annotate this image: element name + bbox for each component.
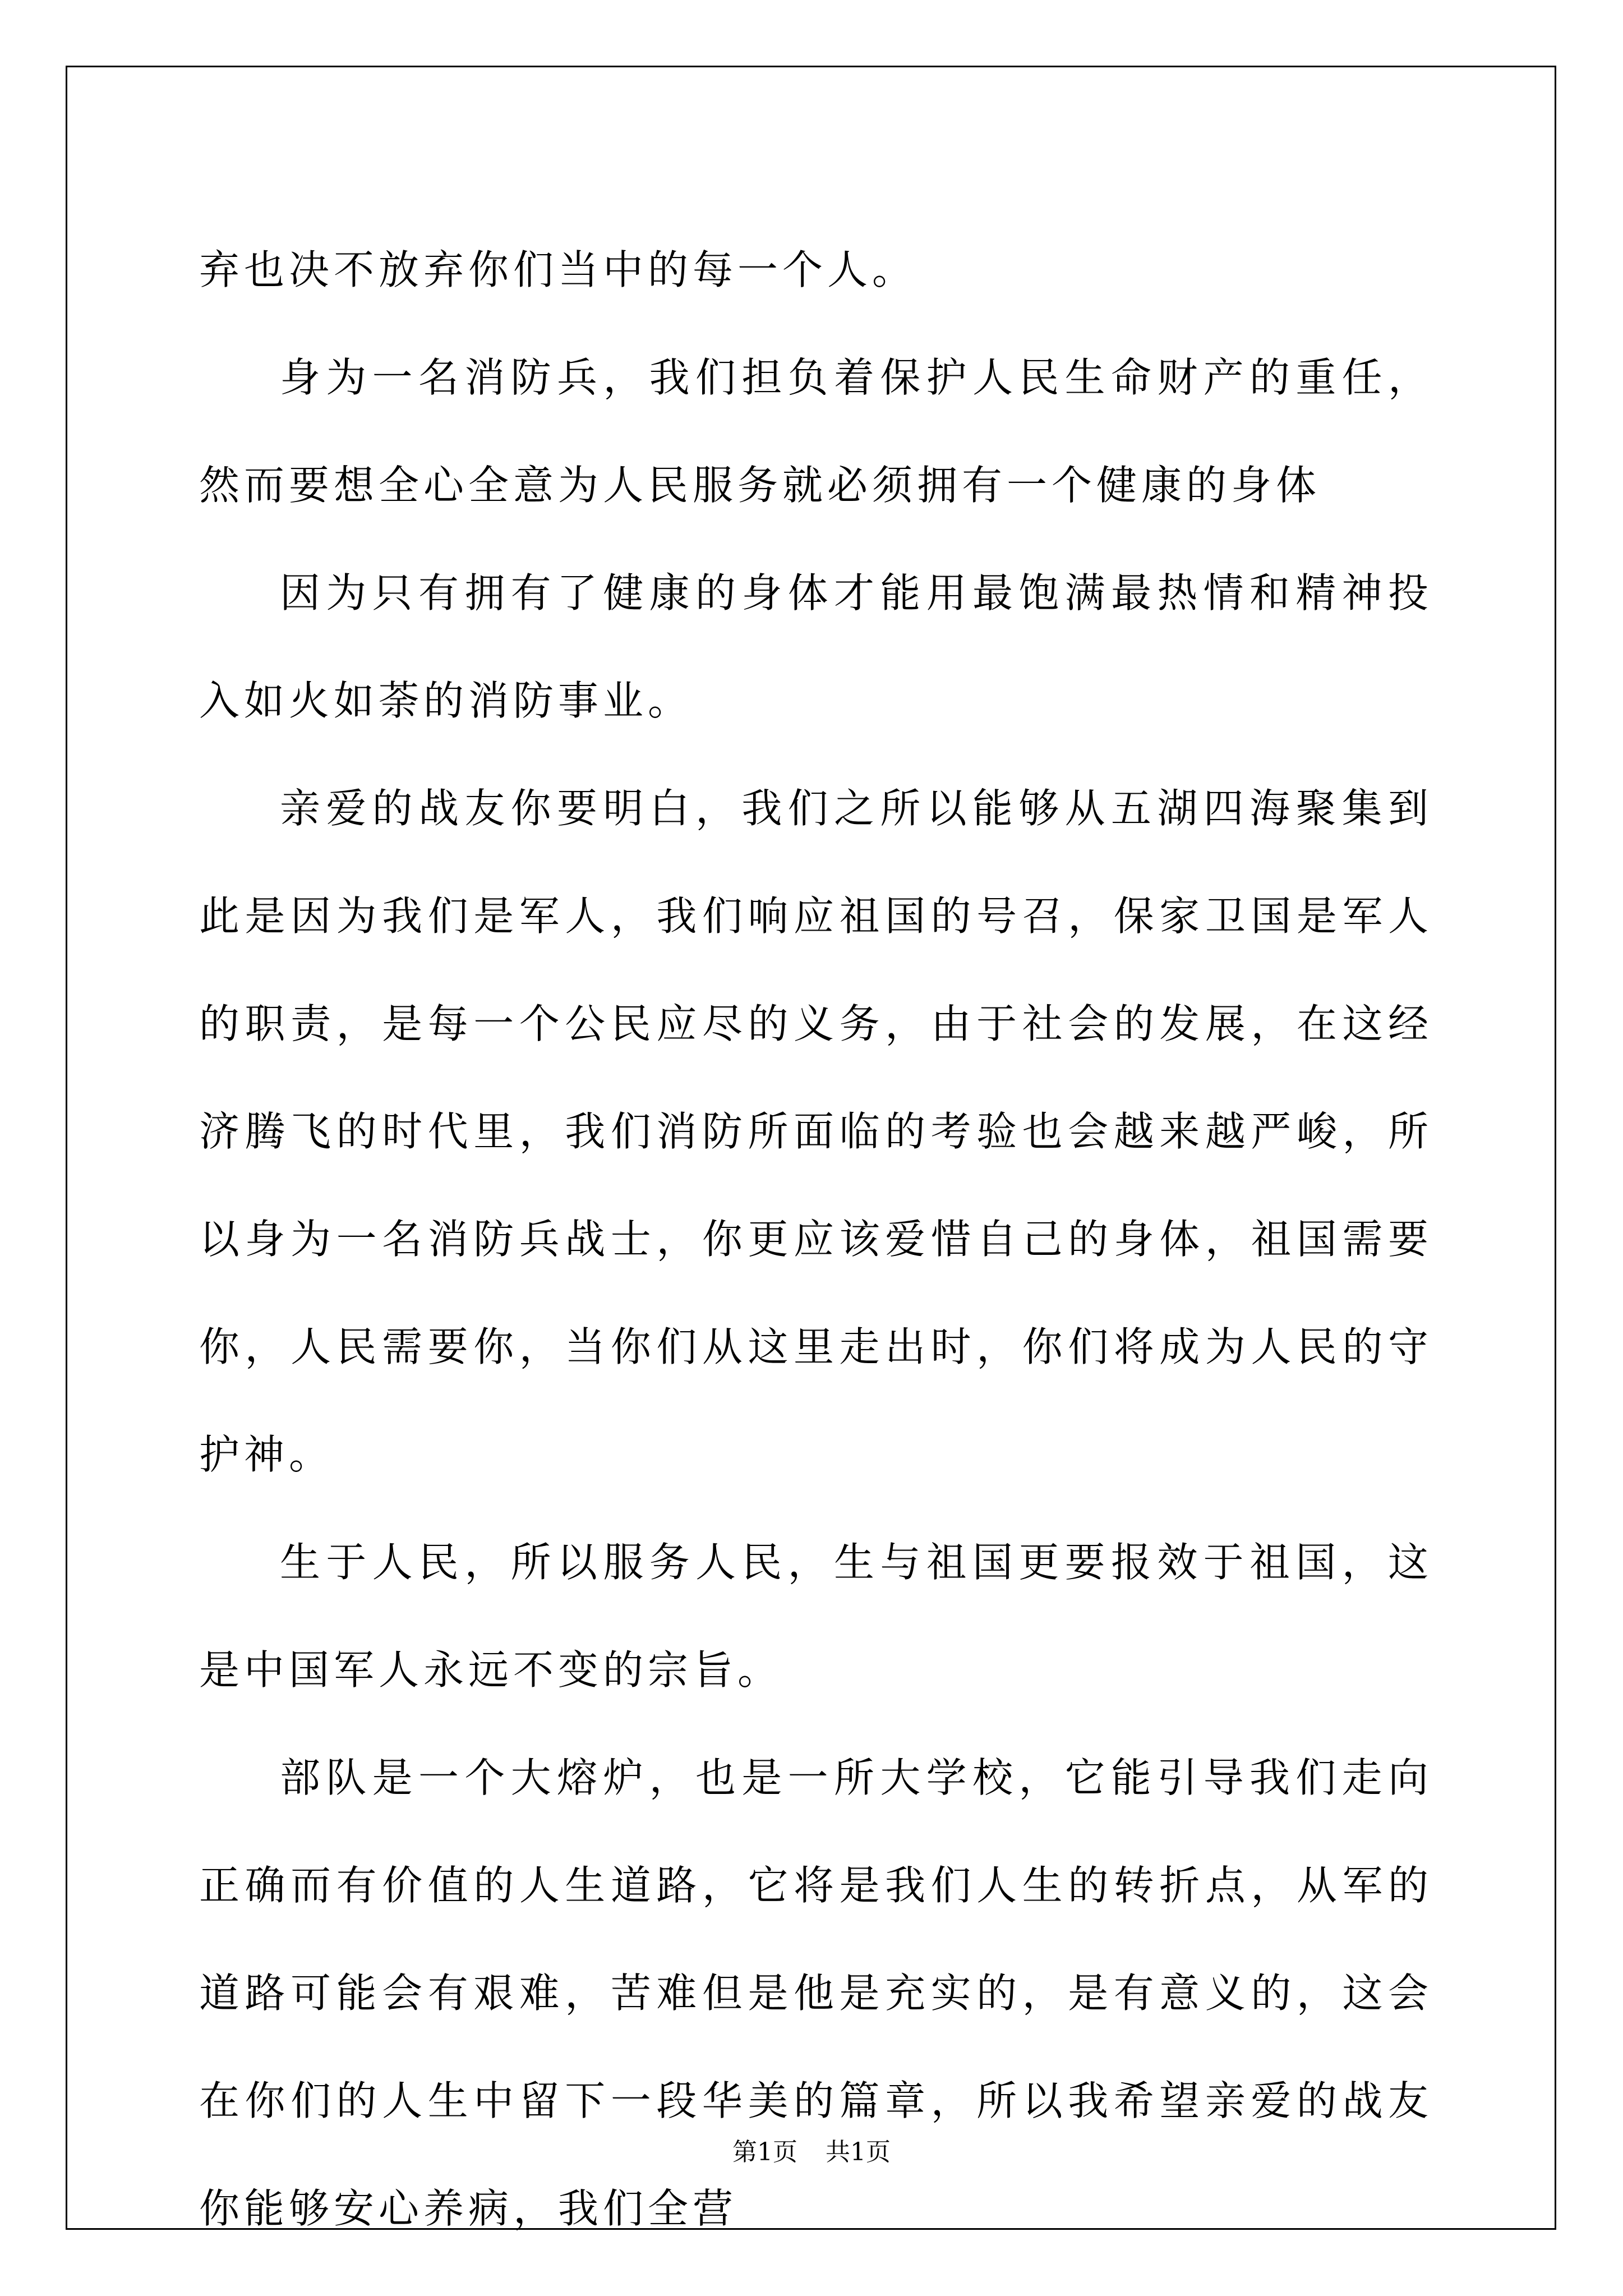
paragraph: 生于人民，所以服务人民，生与祖国更要报效于祖国，这是中国军人永远不变的宗旨。 (199, 1539, 1433, 1694)
document-body (199, 216, 1433, 2262)
paragraph: 弃也决不放弃你们当中的每一个人。 (199, 246, 917, 293)
paragraph: 部队是一个大熔炉，也是一所大学校，它能引导我们走向正确而有价值的人生道路，它将是我们人生的转折点，从军的道路可能会有艰难，苦难但是他是充实的，是有意义的，这会在你们的人生中留下一段华美的篇章，所以我希望亲爱的战友你能够安心养病，我们全营 (199, 1754, 1433, 2232)
page-number: 第1页 (732, 2138, 797, 2166)
paragraph: 身为一名消防兵，我们担负着保护人民生命财产的重任，然而要想全心全意为人民服务就必须拥有一个健康的身体 (199, 354, 1433, 509)
page-total: 共1页 (826, 2138, 891, 2166)
paragraph: 因为只有拥有了健康的身体才能用最饱满最热情和精神投入如火如荼的消防事业。 (199, 569, 1433, 724)
page-footer (0, 2132, 1623, 2168)
paragraph: 亲爱的战友你要明白，我们之所以能够从五湖四海聚集到此是因为我们是军人，我们响应祖国的号召，保家卫国是军人的职责，是每一个公民应尽的义务，由于社会的发展，在这经济腾飞的时代里，我们消防所面临的考验也会越来越严峻，所以身为一名消防兵战士，你更应该爱惜自己的身体，祖国需要你，人民需要你，当你们从这里走出时，你们将成为人民的守护神。 (199, 785, 1433, 1478)
